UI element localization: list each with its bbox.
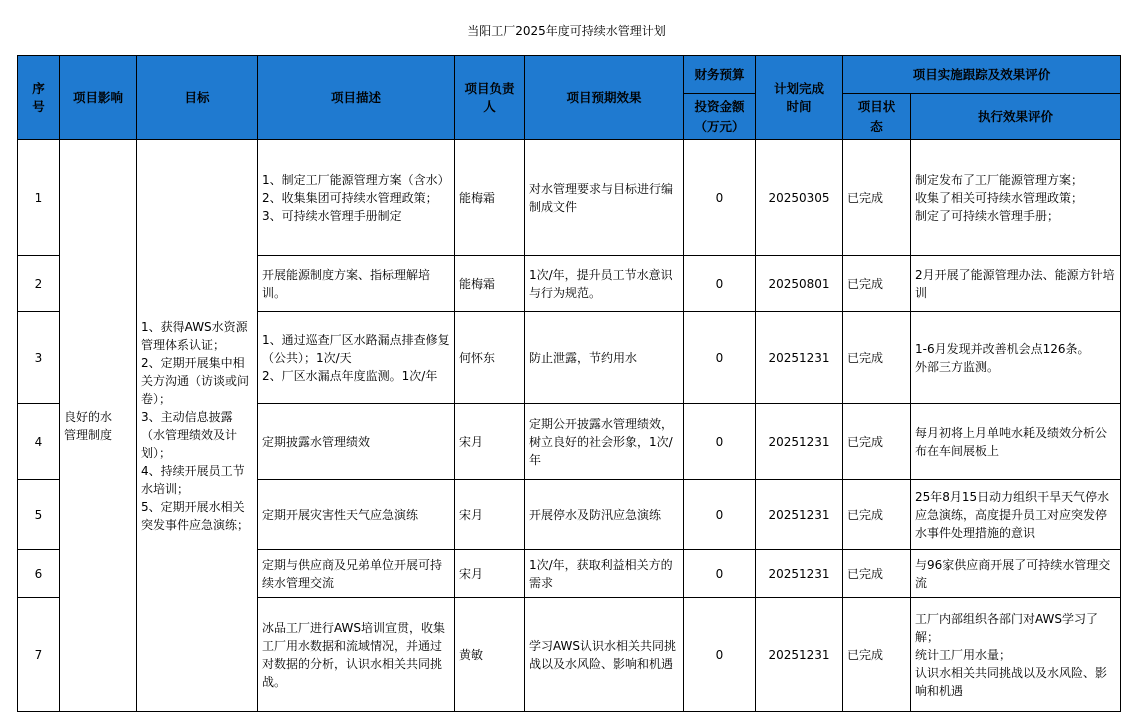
row-no: 7 <box>18 598 60 712</box>
row-status: 已完成 <box>843 550 911 598</box>
header-budget: 投资金额 （万元） <box>684 94 756 140</box>
row-status: 已完成 <box>843 404 911 480</box>
row-evaluation: 2月开展了能源管理办法、能源方针培训 <box>911 256 1121 312</box>
header-impact: 项目影响 <box>60 56 137 140</box>
header-desc: 项目描述 <box>258 56 455 140</box>
row-effect: 开展停水及防汛应急演练 <box>525 480 684 550</box>
row-finish: 20251231 <box>756 598 843 712</box>
row-status: 已完成 <box>843 480 911 550</box>
row-effect: 定期公开披露水管理绩效，树立良好的社会形象，1次/年 <box>525 404 684 480</box>
row-desc: 定期披露水管理绩效 <box>258 404 455 480</box>
row-finish: 20250305 <box>756 140 843 256</box>
row-owner: 宋月 <box>455 404 525 480</box>
header-owner: 项目负责 人 <box>455 56 525 140</box>
row-desc: 开展能源制度方案、指标理解培训。 <box>258 256 455 312</box>
row-finish: 20251231 <box>756 312 843 404</box>
row-budget: 0 <box>684 312 756 404</box>
page-title: 当阳工厂2025年度可持续水管理计划 <box>467 24 666 38</box>
header-effect: 项目预期效果 <box>525 56 684 140</box>
table-row <box>18 140 1121 256</box>
row-owner: 能梅霜 <box>455 256 525 312</box>
row-owner: 宋月 <box>455 480 525 550</box>
row-effect: 学习AWS认识水相关共同挑战以及水风险、影响和机遇 <box>525 598 684 712</box>
row-effect: 1次/年，提升员工节水意识与行为规范。 <box>525 256 684 312</box>
row-finish: 20251231 <box>756 550 843 598</box>
header-no: 序 号 <box>18 56 60 140</box>
row-budget: 0 <box>684 256 756 312</box>
row-evaluation: 每月初将上月单吨水耗及绩效分析公布在车间展板上 <box>911 404 1121 480</box>
row-status: 已完成 <box>843 312 911 404</box>
impact-cell: 良好的水 管理制度 <box>60 140 137 712</box>
row-evaluation: 与96家供应商开展了可持续水管理交流 <box>911 550 1121 598</box>
row-no: 5 <box>18 480 60 550</box>
header-tracking-group: 项目实施跟踪及效果评价 <box>843 56 1121 94</box>
row-budget: 0 <box>684 598 756 712</box>
row-owner: 黄敏 <box>455 598 525 712</box>
row-no: 6 <box>18 550 60 598</box>
header-finish: 计划完成 时间 <box>756 56 843 140</box>
row-owner: 宋月 <box>455 550 525 598</box>
row-budget: 0 <box>684 404 756 480</box>
header-status: 项目状 态 <box>843 94 911 140</box>
goal-cell: 1、获得AWS水资源管理体系认证； 2、定期开展集中相关方沟通（访谈或问卷）； 3、主动信息披露（水管理绩效及计划）； 4、持续开展员工节水培训； 5、定期开展水相关突发事件应急演练； <box>137 140 258 712</box>
row-finish: 20250801 <box>756 256 843 312</box>
row-budget: 0 <box>684 480 756 550</box>
row-effect: 防止泄露，节约用水 <box>525 312 684 404</box>
row-desc: 1、制定工厂能源管理方案（含水） 2、收集集团可持续水管理政策； 3、可持续水管理手册制定 <box>258 140 455 256</box>
row-status: 已完成 <box>843 256 911 312</box>
row-status: 已完成 <box>843 140 911 256</box>
row-status: 已完成 <box>843 598 911 712</box>
header-goal: 目标 <box>137 56 258 140</box>
row-evaluation: 1-6月发现并改善机会点126条。 外部三方监测。 <box>911 312 1121 404</box>
row-owner: 何怀东 <box>455 312 525 404</box>
row-owner: 能梅霜 <box>455 140 525 256</box>
row-effect: 1次/年，获取利益相关方的需求 <box>525 550 684 598</box>
header-budget-group: 财务预算 <box>684 56 756 94</box>
row-effect: 对水管理要求与目标进行编制成文件 <box>525 140 684 256</box>
row-evaluation: 25年8月15日动力组织干旱天气停水应急演练，高度提升员工对应突发停水事件处理措施的意识 <box>911 480 1121 550</box>
row-finish: 20251231 <box>756 404 843 480</box>
row-evaluation: 制定发布了工厂能源管理方案； 收集了相关可持续水管理政策； 制定了可持续水管理手册； <box>911 140 1121 256</box>
row-no: 4 <box>18 404 60 480</box>
row-budget: 0 <box>684 550 756 598</box>
row-finish: 20251231 <box>756 480 843 550</box>
row-no: 1 <box>18 140 60 256</box>
row-no: 3 <box>18 312 60 404</box>
water-plan-table <box>17 55 1121 712</box>
row-desc: 定期开展灾害性天气应急演练 <box>258 480 455 550</box>
header-evaluation: 执行效果评价 <box>911 94 1121 140</box>
row-desc: 冰品工厂进行AWS培训宣贯，收集工厂用水数据和流域情况，并通过对数据的分析，认识水相关共同挑战。 <box>258 598 455 712</box>
row-desc: 定期与供应商及兄弟单位开展可持续水管理交流 <box>258 550 455 598</box>
row-budget: 0 <box>684 140 756 256</box>
row-desc: 1、通过巡查厂区水路漏点排查修复（公共）；1次/天 2、厂区水漏点年度监测。1次/年 <box>258 312 455 404</box>
row-evaluation: 工厂内部组织各部门对AWS学习了解； 统计工厂用水量； 认识水相关共同挑战以及水风险、影响和机遇 <box>911 598 1121 712</box>
row-no: 2 <box>18 256 60 312</box>
